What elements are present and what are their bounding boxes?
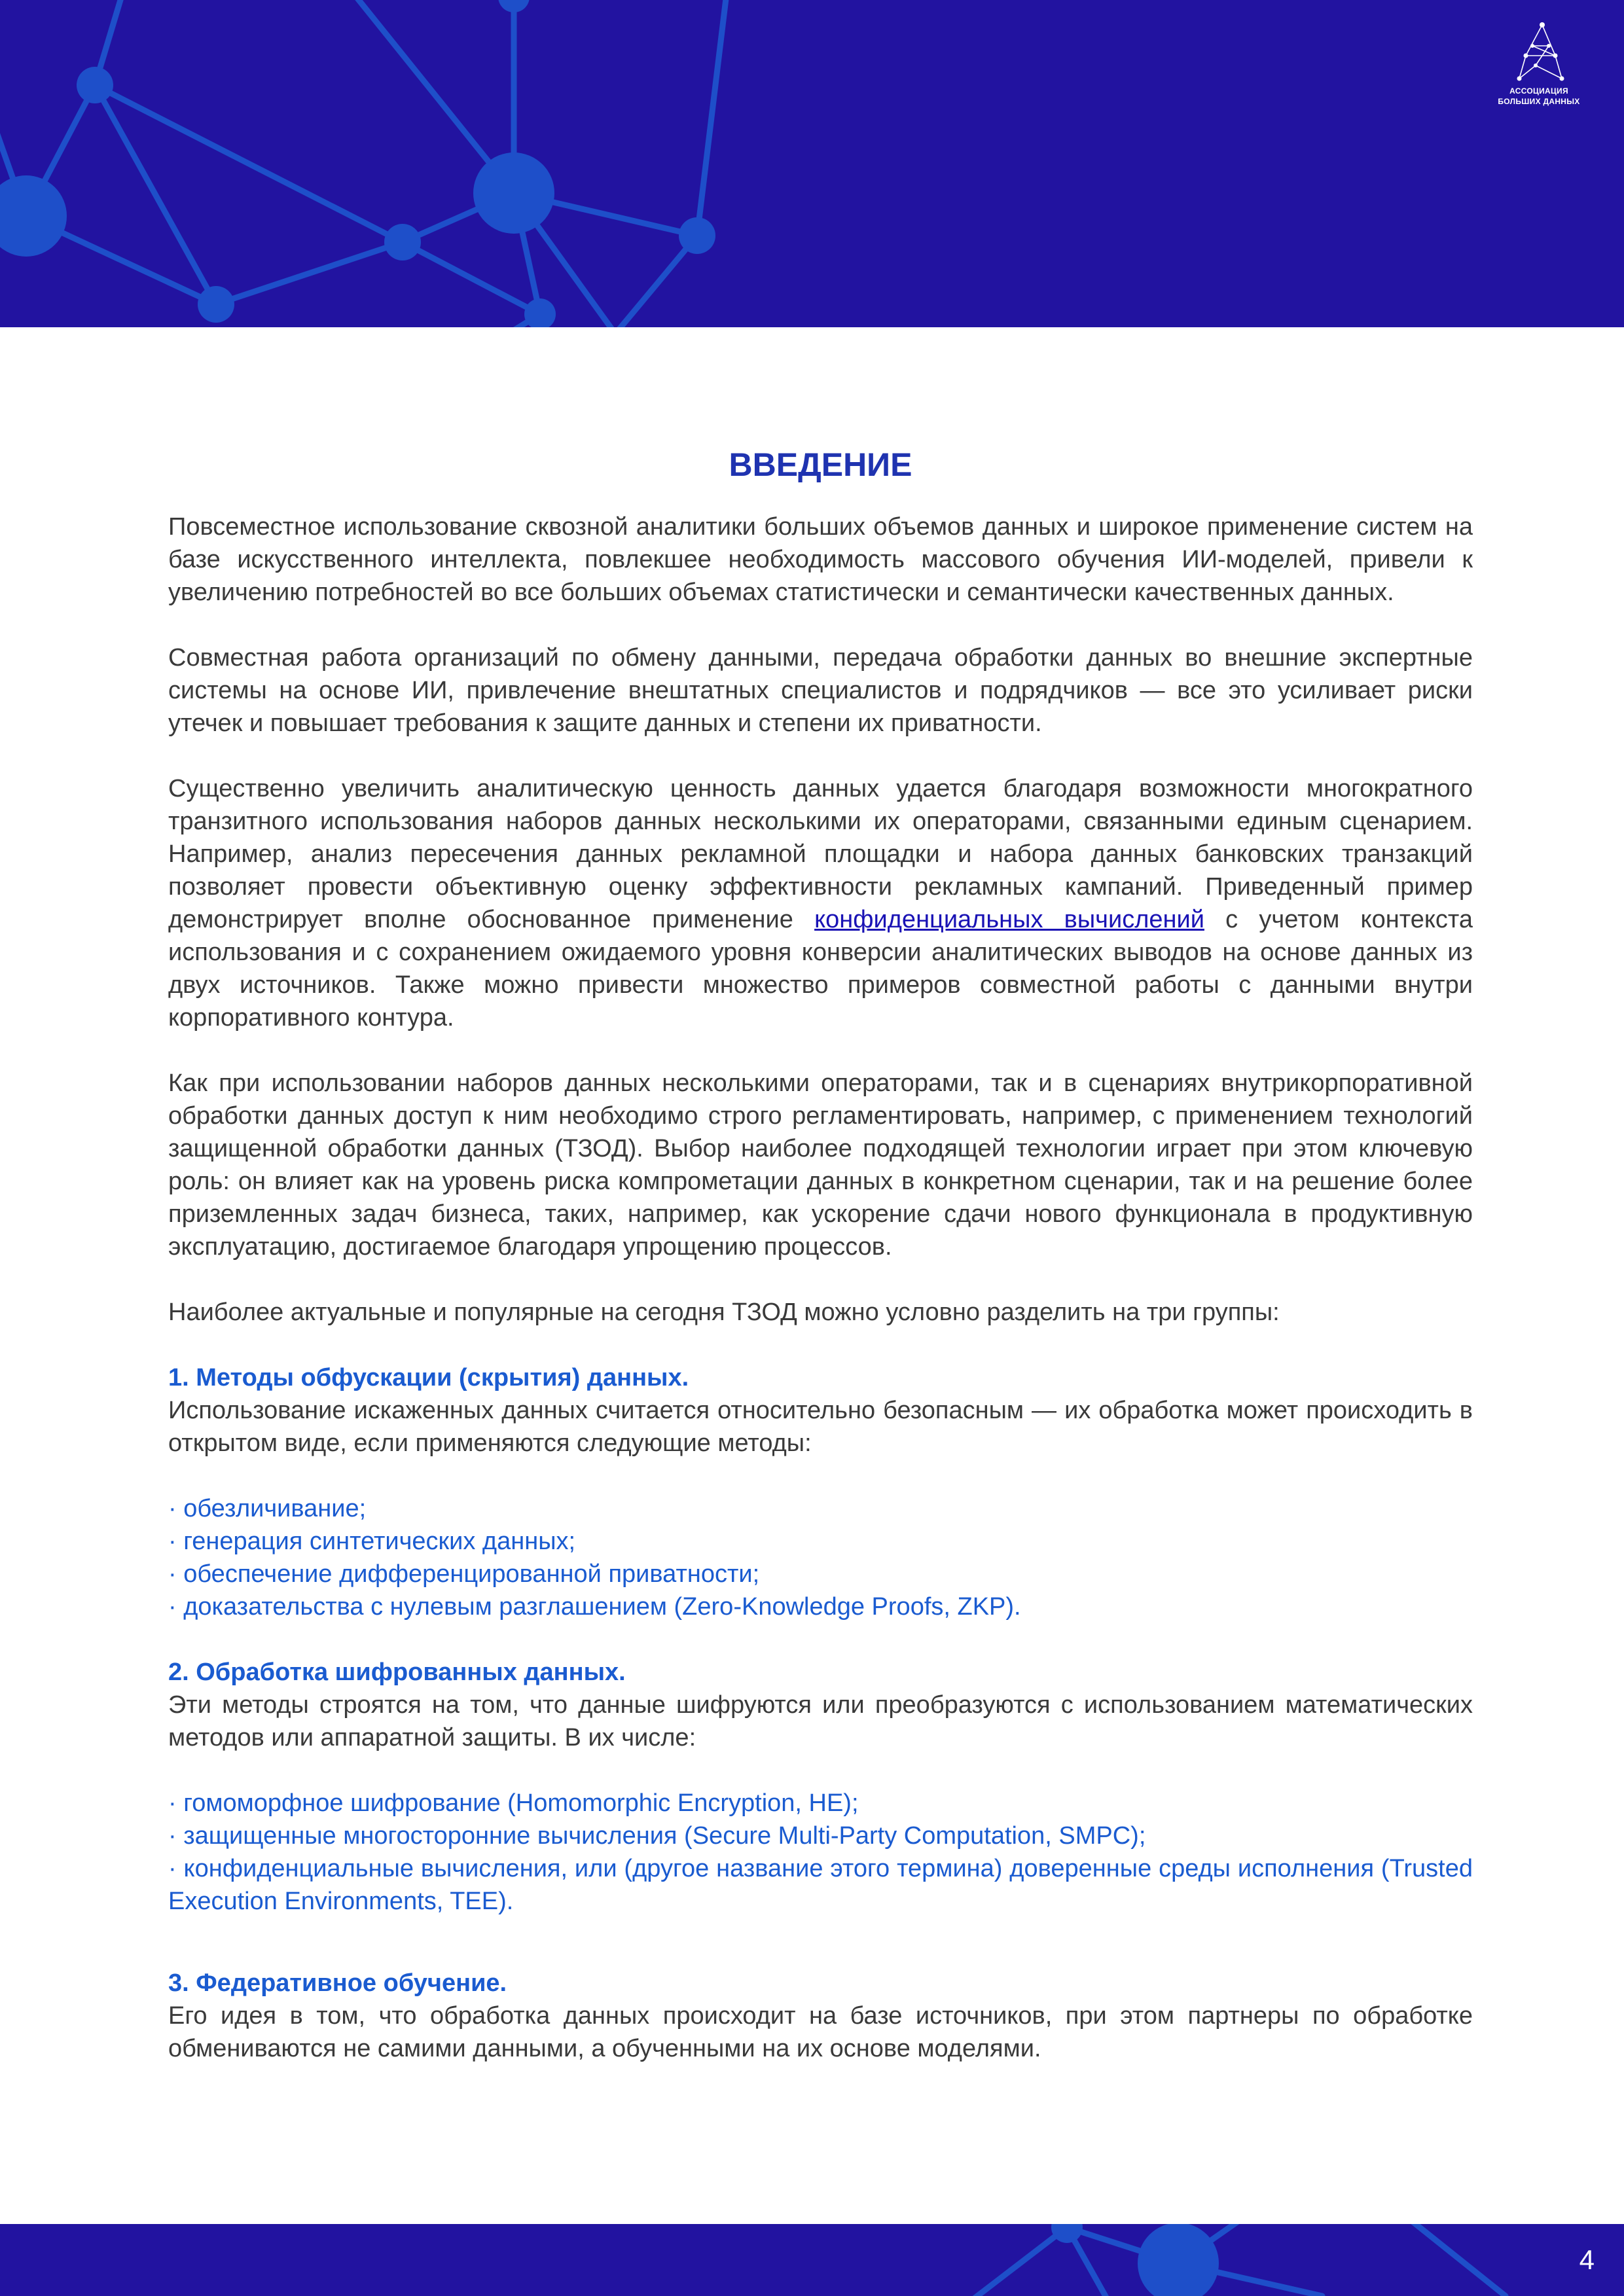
- logo-text-line1: АССОЦИАЦИЯ: [1509, 86, 1568, 96]
- list-item: · обеспечение дифференцированной приватности;: [168, 1560, 760, 1588]
- logo-text-line2: БОЛЬШИХ ДАННЫХ: [1498, 97, 1580, 106]
- constellation-icon: [1506, 20, 1572, 85]
- paragraph-4: Как при использовании наборов данных несколькими операторами, так и в сценариях внутрикорпоративной обработки данных доступ к ним необходимо строго регламентировать, например, с применением технологий защищенной обработки данных (ТЗОД). Выбор наиболее подходящей технологии играет при этом ключевую роль: он влияет как на уровень риска компрометации данных в конкретном сценарии, так и на решение более приземленных задач бизнеса, таких, например, как ускорение сдачи нового функционала в продуктивную эксплуатацию, достигаемое благодаря упрощению процессов.: [168, 1069, 1473, 1261]
- list-item: · доказательства с нулевым разглашением (Zero-Knowledge Proofs, ZKP).: [168, 1593, 1021, 1621]
- page-number: 4: [1579, 2244, 1595, 2275]
- paragraph-3: [168, 772, 1473, 1034]
- bullet-list: [168, 1492, 1473, 1623]
- bullet-list: [168, 1787, 1473, 1918]
- confidential-computing-link[interactable]: конфиденциальных вычислений: [814, 906, 1204, 933]
- document-content: [168, 445, 1473, 2065]
- list-item: · защищенные многосторонние вычисления (Secure Multi-Party Computation, SMPC);: [168, 1822, 1146, 1850]
- footer-band: [0, 2224, 1624, 2296]
- paragraph-5: Наиболее актуальные и популярные на сегодня ТЗОД можно условно разделить на три группы:: [168, 1299, 1280, 1326]
- section-title: 1. Методы обфускации (скрытия) данных.: [168, 1364, 689, 1391]
- section-text: Эти методы строятся на том, что данные шифруются или преобразуются с использованием математических методов или аппаратной защиты. В их числе:: [168, 1691, 1473, 1751]
- section-encrypted-processing: [168, 1656, 1473, 1918]
- list-item: · обезличивание;: [168, 1495, 367, 1522]
- footer-network-graphic: [0, 2224, 1624, 2296]
- paragraph-3-end: с учетом контекста использования и с сохранением ожидаемого уровня конверсии аналитических выводов на основе данных из двух источников. Также можно привести множество примеров совместной работы с данными внутри корпоративного контура.: [168, 906, 1473, 1031]
- list-item: · конфиденциальные вычисления, или (другое название этого термина) доверенные среды исполнения (Trusted Execution Environments, TEE).: [168, 1855, 1473, 1915]
- header-band: [0, 0, 1624, 327]
- section-text: Его идея в том, что обработка данных происходит на базе источников, при этом партнеры по обработке обмениваются не самими данными, а обученными на их основе моделями.: [168, 2002, 1473, 2062]
- network-graphic: [0, 0, 785, 327]
- paragraph-2: Совместная работа организаций по обмену данными, передача обработки данных во внешние экспертные системы на основе ИИ, привлечение внештатных специалистов и подрядчиков — все это усиливает риски утечек и повышает требования к защите данных и степени их приватности.: [168, 644, 1473, 737]
- paragraph-3-start: Существенно увеличить аналитическую ценность данных удается благодаря возможности многократного транзитного использования наборов данных несколькими их операторами, связанными единым сценарием. Например, анализ пересечения данных рекламной площадки и набора данных банковских транзакций позволяет провести объективную оценку эффективности рекламных кампаний. Приведенный пример демонстрирует вполне обоснованное применение: [168, 775, 1473, 933]
- section-title: 3. Федеративное обучение.: [168, 1969, 507, 1997]
- section-text: Использование искаженных данных считается относительно безопасным — их обработка может происходить в открытом виде, если применяются следующие методы:: [168, 1397, 1473, 1457]
- list-item: · генерация синтетических данных;: [168, 1528, 576, 1555]
- section-obfuscation: [168, 1361, 1473, 1623]
- association-logo: [1490, 20, 1588, 108]
- page-title: ВВЕДЕНИЕ: [729, 446, 912, 483]
- section-title: 2. Обработка шифрованных данных.: [168, 1659, 626, 1686]
- paragraph-1: Повсеместное использование сквозной аналитики больших объемов данных и широкое применение систем на базе искусственного интеллекта, повлекшее необходимость массового обучения ИИ-моделей, привели к увеличению потребностей во все больших объемах статистически и семантически качественных данных.: [168, 513, 1473, 606]
- list-item: · гомоморфное шифрование (Homomorphic Encryption, HE);: [168, 1789, 859, 1817]
- section-federated-learning: [168, 1967, 1473, 2065]
